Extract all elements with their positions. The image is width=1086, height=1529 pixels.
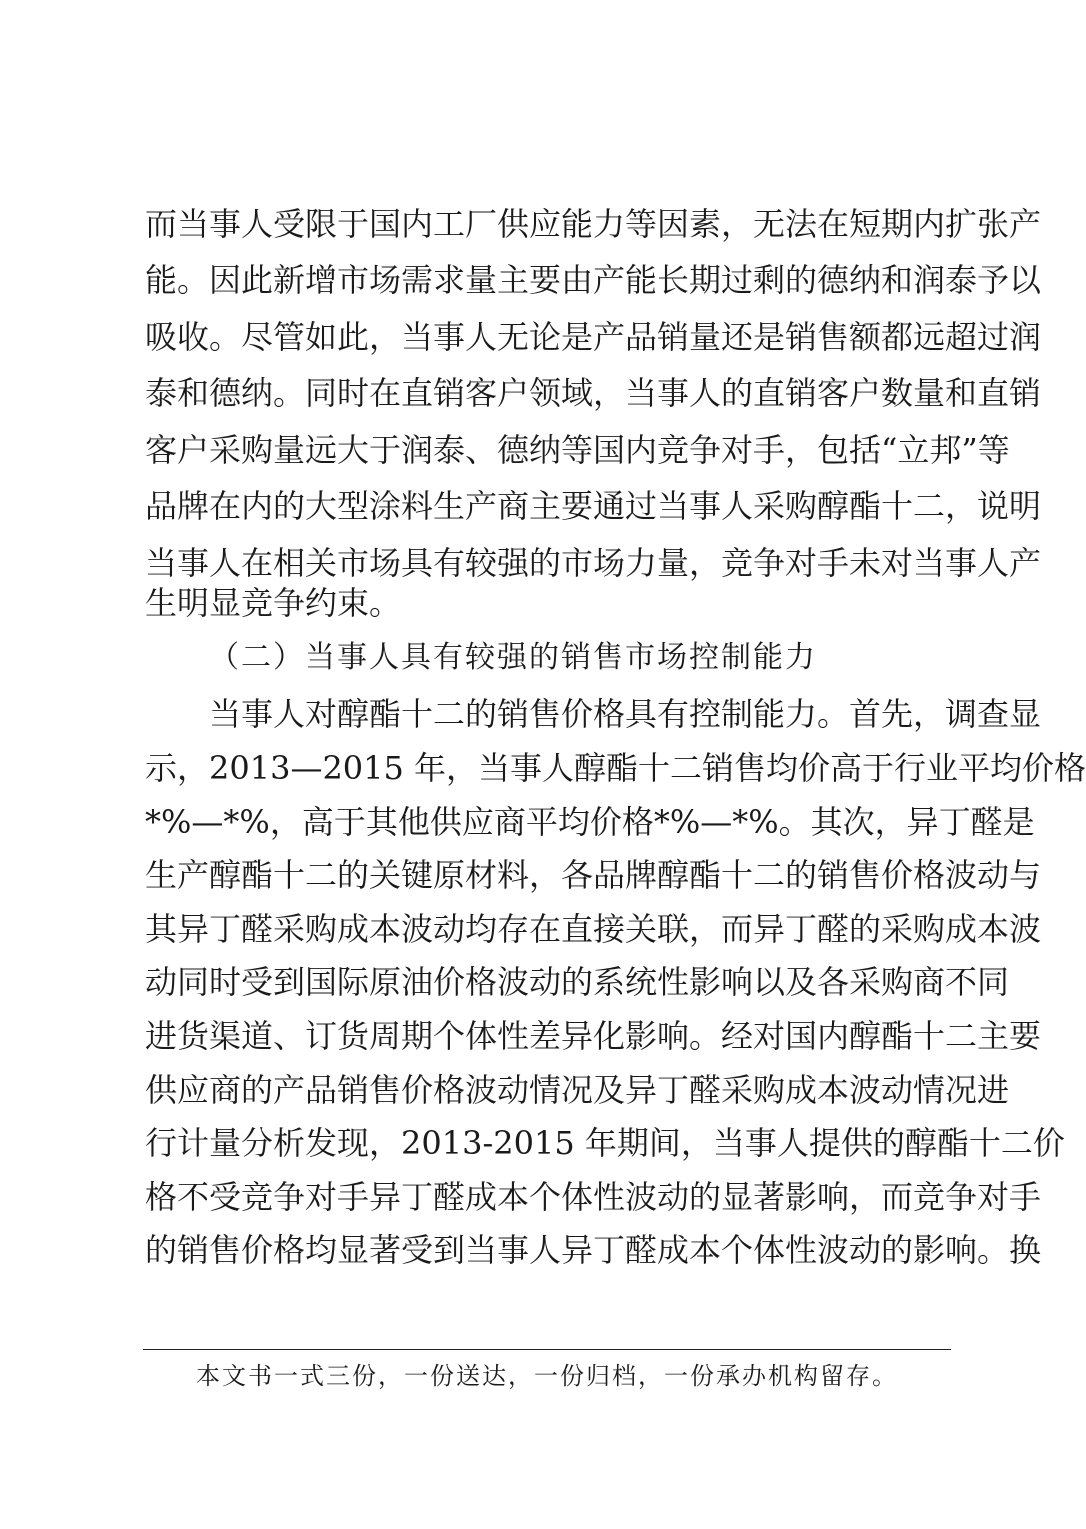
paragraph-line: 进货渠道、订货周期个体性差异化影响。经对国内醇酯十二主要	[145, 1017, 1042, 1055]
body-line: 品牌在内的大型涂料生产商主要通过当事人采购醇酯十二，说明	[145, 487, 1042, 525]
paragraph-line: *%—*%，高于其他供应商平均价格*%—*%。其次，异丁醛是	[145, 803, 1035, 841]
body-line: 客户采购量远大于润泰、德纳等国内竞争对手，包括“立邦”等	[145, 431, 1010, 469]
paragraph-line: 格不受竞争对手异丁醛成本个体性波动的显著影响，而竞争对手	[145, 1178, 1042, 1216]
body-line: 能。因此新增市场需求量主要由产能长期过剩的德纳和润泰予以	[145, 261, 1042, 299]
section-heading: （二）当事人具有较强的销售市场控制能力	[209, 640, 817, 675]
paragraph-line: 的销售价格均显著受到当事人异丁醛成本个体性波动的影响。换	[145, 1231, 1042, 1269]
paragraph-line: 当事人对醇酯十二的销售价格具有控制能力。首先，调查显	[209, 695, 1042, 733]
paragraph-line: 动同时受到国际原油价格波动的系统性影响以及各采购商不同	[145, 963, 1010, 1001]
body-line: 而当事人受限于国内工厂供应能力等因素，无法在短期内扩张产	[145, 205, 1042, 243]
footer-divider	[143, 1349, 951, 1350]
footer-note: 本文书一式三份，一份送达，一份归档，一份承办机构留存。	[196, 1362, 898, 1390]
paragraph-line: 示，2013—2015 年，当事人醇酯十二销售均价高于行业平均价格	[145, 749, 1086, 787]
paragraph-line: 行计量分析发现，2013-2015 年期间，当事人提供的醇酯十二价	[145, 1124, 1065, 1162]
paragraph-line: 生产醇酯十二的关键原材料，各品牌醇酯十二的销售价格波动与	[145, 856, 1042, 894]
body-line: 泰和德纳。同时在直销客户领域，当事人的直销客户数量和直销	[145, 374, 1042, 412]
body-line: 生明显竞争约束。	[145, 584, 402, 622]
body-line: 吸收。尽管如此，当事人无论是产品销量还是销售额都远超过润	[145, 318, 1042, 356]
paragraph-line: 其异丁醛采购成本波动均存在直接关联，而异丁醛的采购成本波	[145, 910, 1042, 948]
paragraph-line: 供应商的产品销售价格波动情况及异丁醛采购成本波动情况进	[145, 1071, 1010, 1109]
body-line: 当事人在相关市场具有较强的市场力量，竞争对手未对当事人产	[145, 544, 1042, 582]
